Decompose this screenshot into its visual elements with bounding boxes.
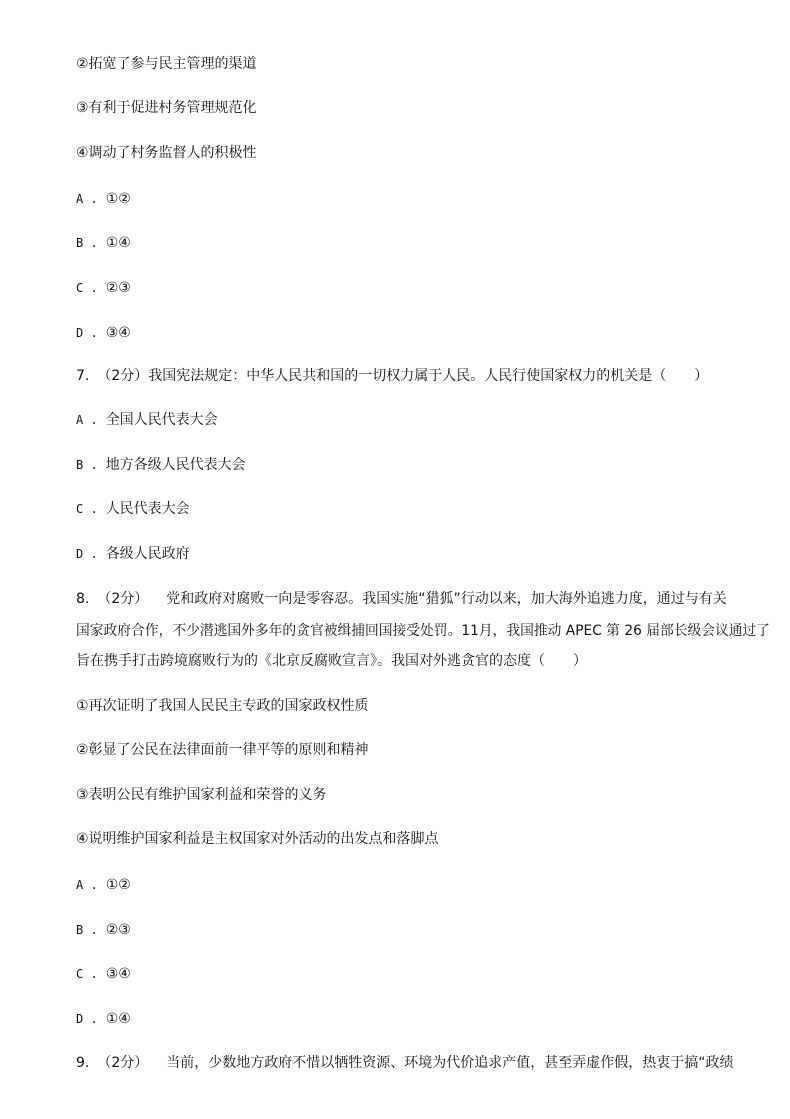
question-number: 7.	[76, 368, 90, 384]
q7-option-d[interactable]: D . 各级人民政府	[76, 546, 190, 562]
q6-option-d[interactable]: D . ③④	[76, 325, 131, 341]
option-letter: D	[76, 547, 84, 561]
option-letter: B	[76, 923, 84, 937]
option-text: 人民代表大会	[105, 501, 190, 517]
option-text: 各级人民政府	[105, 546, 190, 562]
question-number: 9.	[76, 1055, 90, 1071]
q7-option-b[interactable]: B . 地方各级人民代表大会	[76, 457, 246, 473]
question-score: （2分）	[97, 368, 149, 384]
option-letter: C	[76, 281, 84, 295]
option-letter: C	[76, 967, 84, 981]
option-letter: C	[76, 502, 84, 516]
question-text: 当前，少数地方政府不惜以牺牲资源、环境为代价追求产值，甚至弄虚作假，热衷于搞“政绩	[166, 1055, 734, 1071]
q8-option-a[interactable]: A . ①②	[76, 877, 131, 893]
option-text: ①②	[105, 877, 131, 893]
question-text: 党和政府对腐败一向是零容忍。我国实施“猎狐”行动以来，加大海外追逃力度，通过与有关	[166, 591, 727, 607]
q6-statement-3: ③有利于促进村务管理规范化	[76, 100, 257, 116]
question-score: （2分）	[97, 1055, 149, 1071]
q7-stem	[76, 367, 756, 385]
q6-option-b[interactable]: B . ①④	[76, 235, 131, 251]
option-letter: B	[76, 236, 84, 250]
option-text: ①④	[105, 235, 131, 251]
option-letter: A	[76, 413, 84, 427]
q8-stem-line-1	[76, 590, 756, 608]
q6-statement-2: ②拓宽了参与民主管理的渠道	[76, 56, 257, 72]
option-text: ③④	[105, 325, 131, 341]
option-letter: D	[76, 1012, 84, 1026]
q6-option-a[interactable]: A . ①②	[76, 191, 131, 207]
q6-statement-4: ④调动了村务监督人的积极性	[76, 145, 257, 161]
q7-option-a[interactable]: A . 全国人民代表大会	[76, 412, 218, 428]
q8-option-b[interactable]: B . ②③	[76, 922, 131, 938]
q8-stem-line-3: 旨在携手打击跨境腐败行为的《北京反腐败宣言》。我国对外逃贪官的态度（ ）	[76, 653, 587, 669]
option-text: ③④	[105, 966, 131, 982]
option-text: ①④	[105, 1011, 131, 1027]
q7-option-c[interactable]: C . 人民代表大会	[76, 501, 190, 517]
question-score: （2分）	[97, 591, 149, 607]
q8-statement-4: ④说明维护国家利益是主权国家对外活动的出发点和落脚点	[76, 831, 439, 847]
option-letter: D	[76, 326, 84, 340]
q8-option-d[interactable]: D . ①④	[76, 1011, 131, 1027]
q6-option-c[interactable]: C . ②③	[76, 280, 131, 296]
option-text: ②③	[105, 922, 131, 938]
q8-statement-1: ①再次证明了我国人民民主专政的国家政权性质	[76, 698, 369, 714]
q8-stem-line-2: 国家政府合作，不少潜逃国外多年的贪官被缉捕回国接受处罚。11月，我国推动 APEC 第 26 届部长级会议通过了	[76, 623, 771, 639]
option-text: 全国人民代表大会	[105, 412, 218, 428]
q8-option-c[interactable]: C . ③④	[76, 966, 131, 982]
q8-statement-3: ③表明公民有维护国家利益和荣誉的义务	[76, 787, 327, 803]
option-text: 地方各级人民代表大会	[105, 457, 246, 473]
q8-statement-2: ②彰显了公民在法律面前一律平等的原则和精神	[76, 742, 369, 758]
option-letter: B	[76, 458, 84, 472]
option-text: ②③	[105, 280, 131, 296]
option-letter: A	[76, 878, 84, 892]
question-text: 我国宪法规定：中华人民共和国的一切权力属于人民。人民行使国家权力的机关是（ ）	[148, 368, 709, 384]
option-letter: A	[76, 192, 84, 206]
question-number: 8.	[76, 591, 90, 607]
option-text: ①②	[105, 191, 131, 207]
q9-stem	[76, 1054, 756, 1072]
